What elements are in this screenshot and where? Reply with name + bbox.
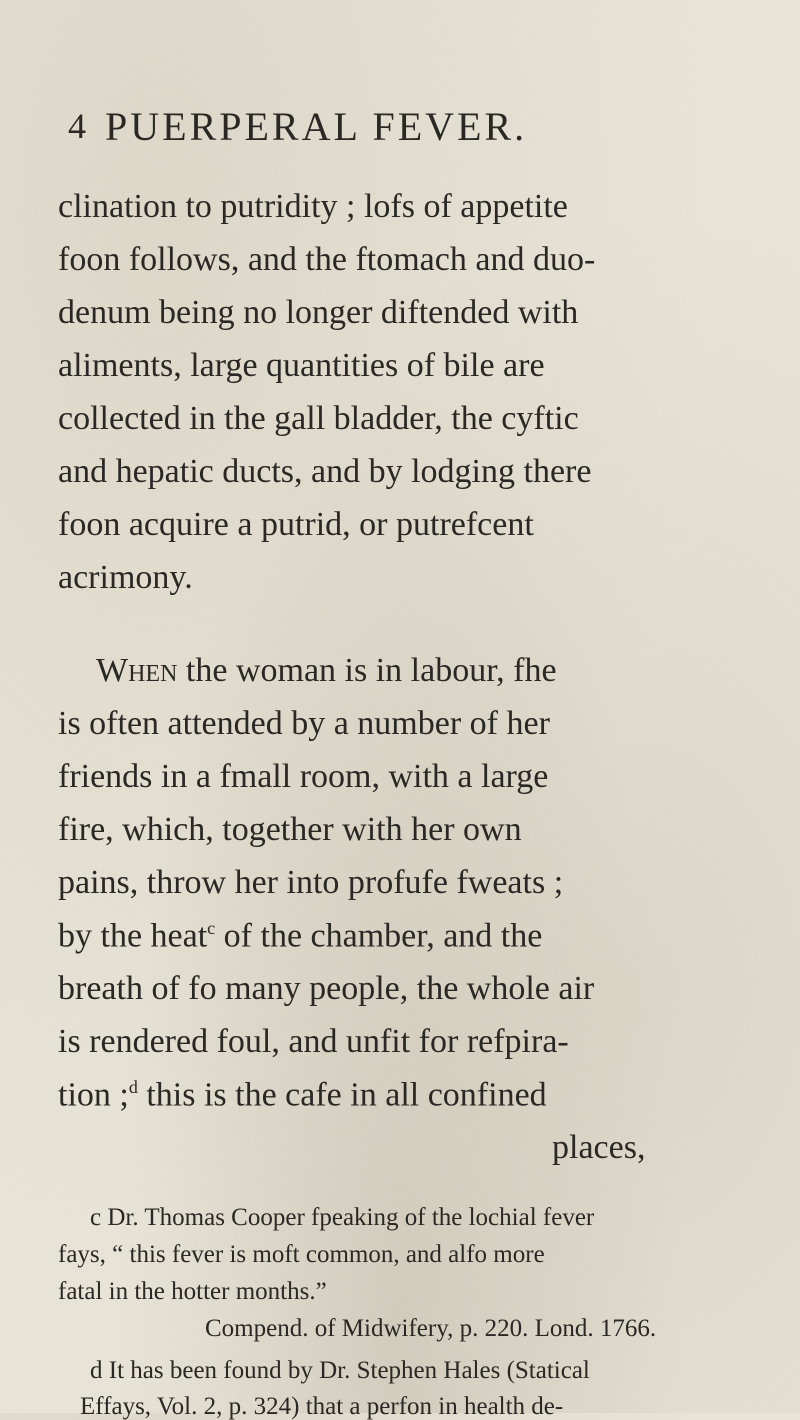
- page-number: 4: [68, 106, 86, 146]
- text-line: friends in a fmall room, with a large: [58, 758, 549, 795]
- footnote-line: fays, “ this fever is moft common, and alfo more: [58, 1241, 545, 1268]
- text-fragment: the woman is in labour, fhe: [177, 652, 557, 689]
- text-line: [58, 1078, 547, 1112]
- text-line: pains, throw her into profufe fweats ;: [58, 864, 564, 901]
- text-line: [58, 919, 542, 953]
- running-head: PUERPERAL FEVER.: [105, 104, 528, 149]
- text-line: denum being no longer diftended with: [58, 294, 579, 331]
- paragraph-opening-line: [96, 654, 557, 688]
- text-line: and hepatic ducts, and by lodging there: [58, 453, 592, 490]
- footnote-line: Effays, Vol. 2, p. 324) that a perfon in health de-: [80, 1393, 564, 1420]
- text-fragment: of the chamber, and the: [215, 917, 543, 955]
- text-line: collected in the gall bladder, the cyftic: [58, 400, 579, 437]
- footnote-marker: d: [128, 1077, 138, 1097]
- text-line: foon acquire a putrid, or putrefcent: [58, 506, 534, 543]
- footnote-line: d It has been found by Dr. Stephen Hales (Statical: [90, 1357, 590, 1384]
- footnote-marker: c: [207, 918, 216, 938]
- text-line: aliments, large quantities of bile are: [58, 347, 545, 384]
- text-fragment: by the heat: [58, 917, 208, 955]
- text-line: acrimony.: [58, 559, 193, 596]
- footnote-line: fatal in the hotter months.”: [58, 1278, 327, 1305]
- text-line: breath of fo many people, the whole air: [58, 970, 595, 1007]
- text-line: foon follows, and the ftomach and duo-: [58, 241, 596, 278]
- page-header: [68, 103, 748, 153]
- text-line: is often attended by a number of her: [58, 705, 550, 742]
- text-fragment: tion ;: [58, 1076, 129, 1114]
- text-line: is rendered foul, and unfit for refpira-: [58, 1023, 569, 1060]
- text-fragment: this is the cafe in all confined: [137, 1076, 547, 1114]
- catchword: places,: [552, 1129, 646, 1166]
- small-caps-lead: When: [96, 652, 178, 689]
- footnote-line: Compend. of Midwifery, p. 220. Lond. 1766.: [205, 1315, 657, 1342]
- footnote-line: c Dr. Thomas Cooper fpeaking of the lochial fever: [90, 1204, 595, 1231]
- text-line: clination to putridity ; lofs of appetite: [58, 188, 568, 225]
- text-line: fire, which, together with her own: [58, 811, 522, 848]
